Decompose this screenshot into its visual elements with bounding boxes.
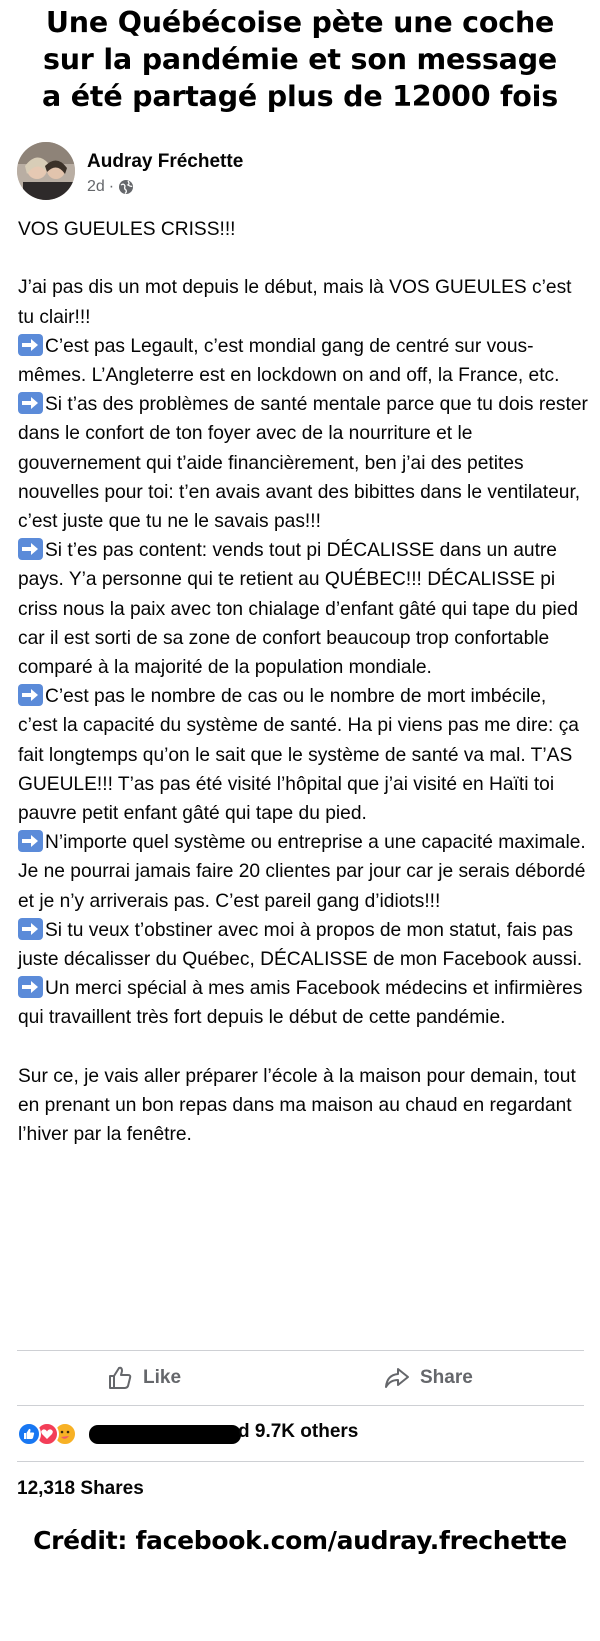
share-button[interactable] [384,1355,473,1401]
thumbs-up-icon [107,1365,133,1391]
post-paragraph: Sur ce, je vais aller préparer l’école à la maison pour demain, tout en prenant un bon repas dans ma maison au chaud en regardant l’hiver par la fenêtre. [18,1065,576,1146]
headline-line: a été partagé plus de 12000 fois [42,80,558,113]
paragraph-gap [18,244,588,273]
right-arrow-emoji-icon [18,392,43,414]
divider [17,1461,584,1462]
right-arrow-emoji-icon [18,918,43,940]
divider [17,1405,584,1406]
paragraph-gap [18,1033,588,1062]
author-name[interactable]: Audray Fréchette [87,151,244,172]
share-label: Share [420,1367,473,1388]
right-arrow-emoji-icon [18,684,43,706]
reactions-count[interactable]: d 9.7K others [238,1421,359,1442]
paragraph-text: C’est pas le nombre de cas ou le nombre de mort imbécile, c’est la capacité du système de santé. Ha pi viens pas me dire: ça fait longtemps qu’on le sait que le système de santé va mal. T’AS GUEULE!!! T’as pas été visité l’hôpital que j’ai visité en Haïti toi pauvre petit enfant gâté qui tape du pied. [18,686,579,825]
post-paragraph [18,974,588,1032]
post-paragraph [18,828,588,916]
meta-separator: · [108,178,115,195]
share-arrow-icon [384,1365,410,1391]
like-label: Like [143,1367,182,1388]
globe-icon[interactable] [118,179,134,195]
credit-line: Crédit: facebook.com/audray.frechette [33,1526,567,1555]
avatar[interactable] [17,142,75,200]
shares-count[interactable]: 12,318 Shares [17,1478,144,1499]
headline-line: Une Québécoise pète une coche [45,6,555,39]
divider [17,1350,584,1351]
right-arrow-emoji-icon [18,976,43,998]
post-paragraph [18,536,588,682]
paragraph-text: Si t’es pas content: vends tout pi DÉCALISSE dans un autre pays. Y’a personne qui te retient au QUÉBEC!!! DÉCALISSE pi criss nous la paix avec ton chialage d’enfant gâté qui tape du pied car il est sorti de sa zone de confort beaucoup trop confortable comparé à la majorité de la population mondiale. [18,540,579,679]
redacted-names [89,1425,241,1444]
paragraph-text: Un merci spécial à mes amis Facebook médecins et infirmières qui travaillent très fort depuis le début de cette pandémie. [18,978,583,1029]
post-paragraph: J’ai pas dis un mot depuis le début, mais là VOS GUEULES c’est tu clair!!! [18,277,572,328]
paragraph-text: N’importe quel système ou entreprise a une capacité maximale. Je ne pourrai jamais faire 20 clientes par jour car je serais débordé et je n’y arriverais pas. C’est pareil gang d’idiots!!! [18,832,586,912]
paragraph-text: Si t’as des problèmes de santé mentale parce que tu dois rester dans le confort de ton foyer avec de la nourriture et le gouvernement qui t’aide financièrement, ben j’ai des petites nouvelles pour toi: t’en avais avant des bibittes dans le ventilateur, c’est juste que tu ne le savais pas!!! [18,394,588,533]
post-paragraph: VOS GUEULES CRISS!!! [18,219,236,240]
paragraph-text: C’est pas Legault, c’est mondial gang de centré sur vous-mêmes. L’Angleterre est en lockdown on and off, la France, etc. [18,335,560,386]
avatar-photo-icon [17,142,75,200]
paragraph-text: Si tu veux t’obstiner avec moi à propos de mon statut, fais pas juste décalisser du Québec, DÉCALISSE de mon Facebook aussi. [18,919,583,971]
reactions-summary[interactable] [17,1420,71,1448]
headline-line: sur la pandémie et son message [42,43,558,76]
like-button[interactable] [107,1355,181,1401]
post-meta [87,178,134,196]
post-time[interactable]: 2d [87,178,105,195]
headline [0,4,600,115]
post-paragraph [18,682,588,828]
right-arrow-emoji-icon [18,334,43,356]
right-arrow-emoji-icon [18,538,43,560]
like-reaction-icon [17,1422,41,1446]
post-paragraph [18,916,588,974]
right-arrow-emoji-icon [18,830,43,852]
post-text [18,215,588,1149]
post-paragraph [18,390,588,536]
post-paragraph [18,332,588,390]
